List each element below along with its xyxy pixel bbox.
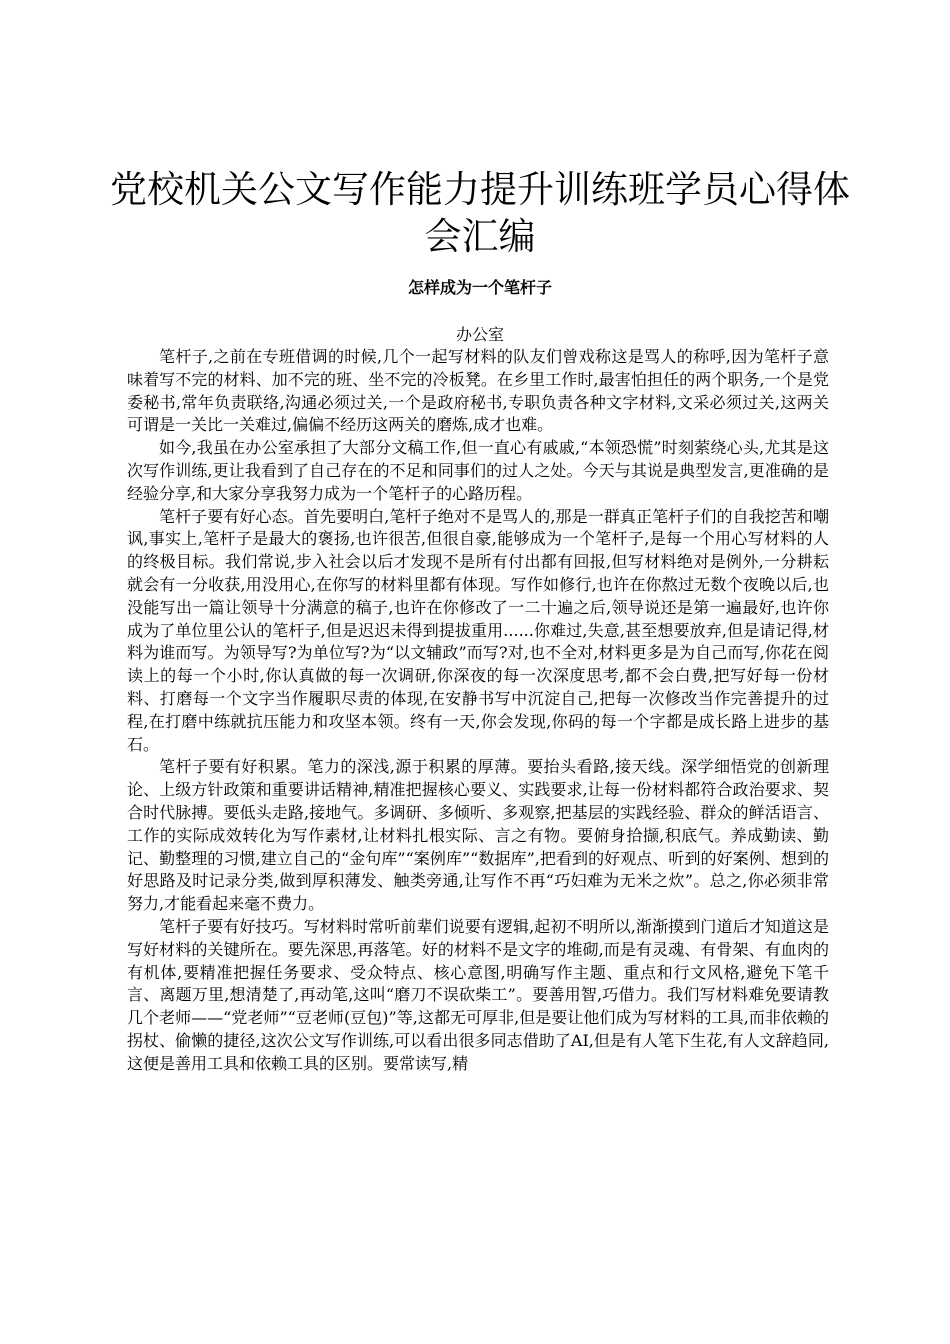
paragraph-3: 笔杆子要有好心态。首先要明白,笔杆子绝对不是骂人的,那是一群真正笔杆子们的自我挖苦和嘲讽,事实上,笔杆子是最大的褒扬,也许很苦,但很自豪,能够成为一个笔杆子,是每一个用心写材料的人的终极目标。我们常说,步入社会以后才发现不是所有付出都有回报,但写材料绝对是例外,一分耕耘就会有一分收获,用没用心,在你写的材料里都有体现。写作如修行,也许在你熬过无数个夜晚以后,也没能写出一篇让领导十分满意的稿子,也许在你修改了一二十遍之后,领导说还是第一遍最好,也许你成为了单位里公认的笔杆子,但是迟迟未得到提拔重用......你难过,失意,甚至想要放弃,但是请记得,材料为谁而写。为领导写?为单位写?为“以文辅政”而写?对,也不全对,材料更多是为自己而写,你花在阅读上的每一个小时,你认真做的每一次调研,你深夜的每一次深度思考,都不会白费,把写好每一份材料、打磨每一个文字当作履职尽责的体现,在安静书写中沉淀自己,把每一次修改当作完善提升的过程,在打磨中练就抗压能力和攻坚本领。终有一天,你会发现,你码的每一个字都是成长路上进步的基石。 (127, 506, 829, 754)
article-body (127, 346, 829, 1076)
paragraph-1: 笔杆子,之前在专班借调的时候,几个一起写材料的队友们曾戏称这是骂人的称呼,因为笔杆子意味着写不完的材料、加不完的班、坐不完的冷板凳。在乡里工作时,最害怕担任的两个职务,一个是党委秘书,常年负责联络,沟通必须过关,一个是政府秘书,专职负责各种文字材料,文采必须过关,这两关可谓是一关比一关难过,偏偏不经历这两关的磨炼,成才也难。 (127, 347, 829, 435)
paragraph-4: 笔杆子要有好积累。笔力的深浅,源于积累的厚薄。要抬头看路,接天线。深学细悟党的创新理论、上级方针政策和重要讲话精神,精准把握核心要义、实践要求,让每一份材料都符合政治要求、契合时代脉搏。要低头走路,接地气。多调研、多倾听、多观察,把基层的实践经验、群众的鲜活语言、工作的实际成效转化为写作素材,让材料扎根实际、言之有物。要俯身拾撷,积底气。养成勤读、勤记、勤整理的习惯,建立自己的“金句库”“案例库”“数据库”,把看到的好观点、听到的好案例、想到的好思路及时记录分类,做到厚积薄发、触类旁通,让写作不再“巧妇难为无米之炊”。总之,你必须非常努力,才能看起来毫不费力。 (127, 757, 829, 914)
document-title: 党校机关公文写作能力提升训练班学员心得体会汇编 (110, 168, 850, 258)
article-title: 怎样成为一个笔杆子 (407, 278, 552, 297)
paragraph-2: 如今,我虽在办公室承担了大部分文稿工作,但一直心有戚戚,“本领恐慌”时刻萦绕心头,尤其是这次写作训练,更让我看到了自己存在的不足和同事们的过人之处。今天与其说是典型发言,更准确的是经验分享,和大家分享我努力成为一个笔杆子的心路历程。 (127, 438, 829, 503)
author-department: 办公室 (455, 325, 504, 344)
paragraph-5: 笔杆子要有好技巧。写材料时常听前辈们说要有逻辑,起初不明所以,渐渐摸到门道后才知道这是写好材料的关键所在。要先深思,再落笔。好的材料不是文字的堆砌,而是有灵魂、有骨架、有血肉的有机体,要精准把握任务要求、受众特点、核心意图,明确写作主题、重点和行文风格,避免下笔千言、离题万里,想清楚了,再动笔,这叫“磨刀不误砍柴工”。要善用智,巧借力。我们写材料难免要请教几个老师——“党老师”“豆老师(豆包)”等,这都无可厚非,但是要让他们成为写材料的工具,而非依赖的拐杖、偷懒的捷径,这次公文写作训练,可以看出很多同志借助了AI,但是有人笔下生花,有人文辞趋同,这便是善用工具和依赖工具的区别。要常读写,精 (127, 916, 829, 1073)
